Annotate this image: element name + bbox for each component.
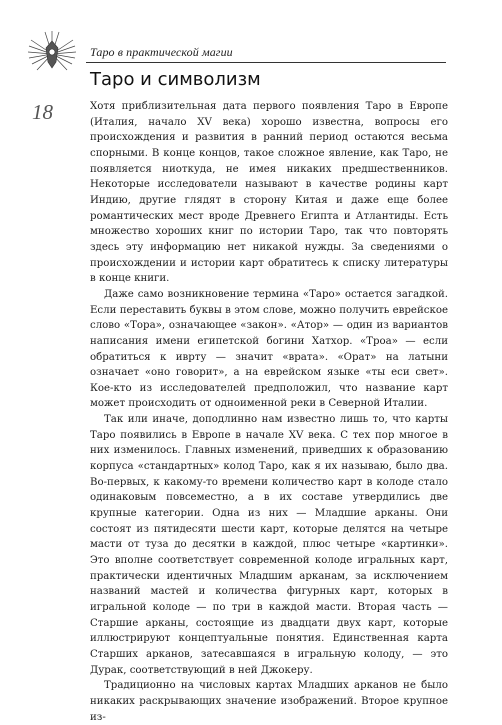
- running-head: Таро в практической магии: [90, 45, 233, 59]
- paragraph: Так или иначе, доподлинно нам известно лишь то, что карты Таро появились в Европе в начале XV века. С тех пор многое в них изменилось. Главных изменений, приведших к образованию корпуса «стандартных» колод Таро, как я их называю, было два. Во-первых, к какому-то времени количество карт в колоде стало одинаковым повсеместно, а в их составе утвердились две крупные категории. Одна из них — Младшие арканы. Они состоят из пятидесяти шести карт, которые делятся на четыре масти от туза до десятки в каждой, плюс четыре «картинки». Это вполне соответствует современной колоде игральных карт, практически идентичных Младшим арканам, за исключением названий мастей и количества фигурных карт, которых в игральной колоде — по три в каждой масти. Вторая часть — Старшие арканы, состоящие из двадцати двух карт, которые иллюстрируют концептуальные понятия. Единственная карта Старших арканов, затесавшаяся в игральную колоду, — это Дурак, соответствующий в ней Джокеру.: [90, 414, 448, 676]
- paragraph: Хотя приблизительная дата первого появления Таро в Европе (Италия, начало XV века) хорошо известна, вопросы его происхождения и развития в ранний период остаются весьма спорными. В конце концов, такое сложное явление, как Таро, не появляется ниоткуда, не имея никаких предшественников. Некоторые исследователи называют в качестве родины карт Индию, другие глядят в сторону Китая и даже еще более романтических мест вроде Древнего Египта и Атлантиды. Есть множество хороших книг по истории Таро, так что повторять здесь эту информацию нет никакой нужды. За сведениями о происхождении и истории карт обратитесь к списку литературы в конце книги.: [90, 101, 448, 285]
- body-text: [90, 99, 448, 725]
- header-rule: [86, 62, 446, 63]
- winged-sunburst-icon: [27, 28, 77, 78]
- paragraph: Традиционно на числовых картах Младших арканов не было никаких раскрывающих значение изображений. Второе крупное из-: [90, 680, 448, 723]
- paragraph: Даже само возникновение термина «Таро» остается загадкой. Если переставить буквы в этом слове, можно получить еврейское слово «Тора», означающее «закон». «Атор» — один из вариантов написания имени египетской богини Хатхор. «Троа» — если обратиться к иврту — значит «врата». «Орат» на латыни означает «оно говорит», а на еврейском языке «ты еси свет». Кое-кто из исследователей предположил, что название карт может происходить от одноименной реки в Северной Италии.: [90, 288, 448, 410]
- page-number: 18: [32, 100, 53, 124]
- section-title: Таро и символизм: [90, 69, 261, 90]
